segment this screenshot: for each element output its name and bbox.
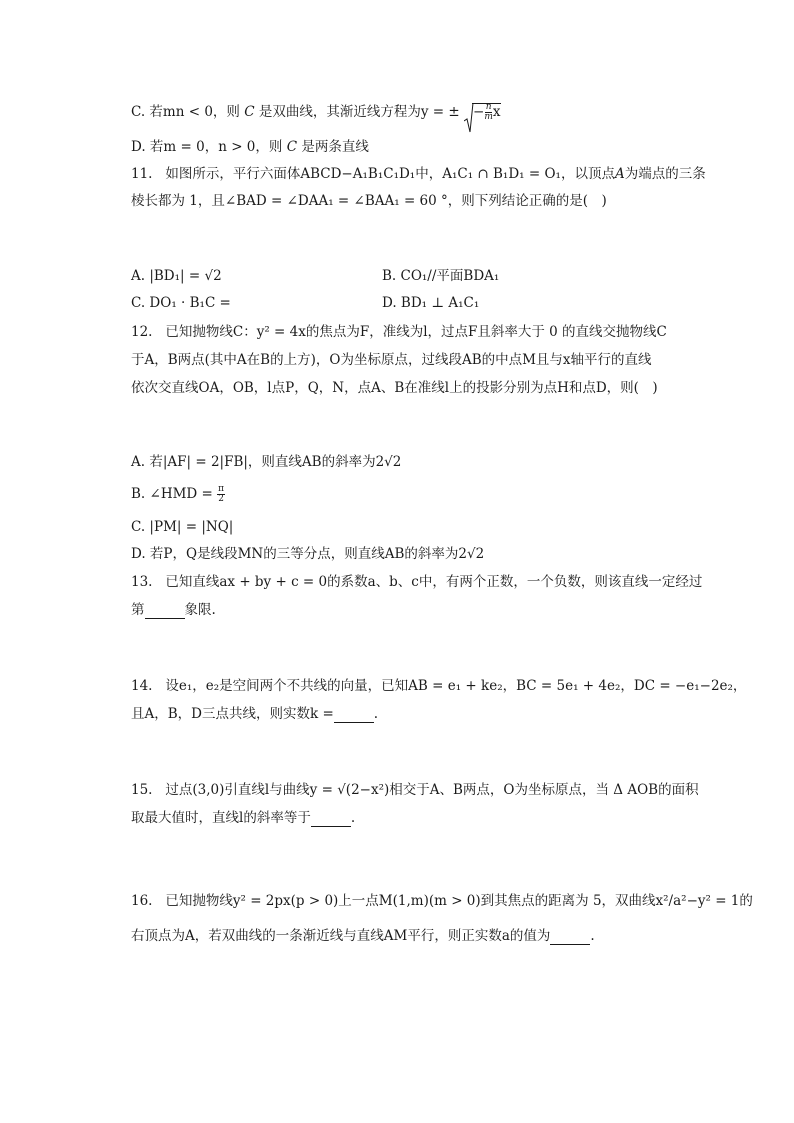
q12-text-2: 于A，B两点(其中A在B的上方)，O为坐标原点，过线段AB的中点M且与x轴平行的直线: [131, 352, 652, 368]
q11-option-a[interactable]: A. |BD₁| = √2: [131, 268, 222, 284]
q10-option-d[interactable]: [131, 138, 369, 156]
q16-number: 16.: [131, 893, 153, 909]
q12-line-3: [131, 379, 658, 397]
q12-line-2: [131, 351, 652, 369]
q11-number: 11.: [131, 166, 153, 182]
q11-var-a: A: [614, 166, 625, 182]
q10-option-c-text: C. 若mn < 0，则: [131, 104, 240, 120]
q14-line-2: [131, 705, 378, 723]
q14-text-2-end: .: [373, 706, 379, 722]
q15-number: 15.: [131, 782, 153, 798]
q12-number: 12.: [131, 324, 153, 340]
q15-line-1: [131, 781, 699, 799]
q16-text-2-end: .: [590, 928, 595, 944]
q11-line-1: [131, 165, 706, 183]
q14-text-2: 且A，B，D三点共线，则实数k =: [131, 706, 334, 722]
answer-blank[interactable]: [145, 604, 185, 619]
q13-text-2b: 象限.: [184, 602, 216, 618]
q10-option-c-var: C: [244, 104, 255, 120]
answer-blank[interactable]: [334, 708, 374, 723]
answer-blank[interactable]: [550, 930, 590, 945]
sqrt-neg-n-over-m: − $\frac{n}{m}$ x: [464, 103, 501, 122]
q12-option-a-text: A. 若|AF| = 2|FB|，则直线AB的斜率为2√2: [131, 454, 402, 470]
q11-line-2: [131, 192, 607, 210]
q12-option-b[interactable]: [131, 485, 225, 504]
q13-line-2: [131, 601, 216, 619]
q14-number: 14.: [131, 678, 153, 694]
fraction-numerator: π: [218, 484, 225, 494]
q10-option-d-var: C: [286, 139, 298, 155]
q10-option-c[interactable]: [131, 103, 501, 122]
q12-line-1: [131, 323, 667, 341]
q13-text-1: 已知直线ax + by + c = 0的系数a、b、c中，有两个正数，一个负数，则该直线一定经过: [165, 574, 703, 590]
q13-text-2a: 第: [131, 602, 145, 618]
q15-text-1: 过点(3,0)引直线l与曲线y = √(2−x²)相交于A、B两点，O为坐标原点，当 Δ AOB的面积: [165, 782, 699, 798]
q16-line-1: [131, 892, 753, 910]
q14-text-1: 设e₁，e₂是空间两个不共线的向量，已知AB = e₁ + ke₂，BC = 5e₁ + 4e₂，DC = −e₁−2e₂，: [165, 678, 747, 694]
q11-option-c[interactable]: C. DO₁ · B₁C =: [131, 295, 231, 311]
q16-line-2: [131, 927, 595, 945]
q15-text-2: 取最大值时，直线l的斜率等于: [131, 810, 311, 826]
q12-option-b-text: B. ∠HMD =: [131, 486, 213, 502]
fraction-denominator: 2: [218, 494, 224, 504]
answer-blank[interactable]: [311, 812, 351, 827]
q10-option-d-end: 是两条直线: [301, 139, 369, 155]
q11-text-1-end: 为端点的三条: [624, 166, 706, 182]
q12-text-1: 已知抛物线C：y² = 4x的焦点为F，准线为l，过点F且斜率大于 0 的直线交抛物线C: [165, 324, 667, 340]
q15-line-2: [131, 809, 355, 827]
q10-option-c-mid: 是双曲线，其渐近线方程为y = ±: [258, 104, 460, 120]
pi-over-2-fraction: [217, 485, 225, 504]
q12-option-a[interactable]: [131, 453, 401, 471]
q13-number: 13.: [131, 574, 153, 590]
q11-options-row-2: [131, 294, 480, 312]
q11-text-2: 棱长都为 1，且∠BAD = ∠DAA₁ = ∠BAA₁ = 60 °，则下列结论正确的是( ): [131, 193, 607, 209]
q16-text-2: 右顶点为A，若双曲线的一条渐近线与直线AM平行，则正实数a的值为: [131, 928, 551, 944]
q13-line-1: [131, 573, 702, 591]
q12-option-d[interactable]: [131, 545, 484, 563]
q12-option-d-text: D. 若P，Q是线段MN的三等分点，则直线AB的斜率为2√2: [131, 546, 485, 562]
q11-option-b[interactable]: B. CO₁//平面BDA₁: [382, 268, 500, 284]
q12-text-3: 依次交直线OA，OB，l点P，Q，N，点A、B在准线l上的投影分别为点H和点D，则( ): [131, 380, 658, 396]
q14-line-1: [131, 677, 746, 695]
q12-option-c[interactable]: [131, 518, 233, 536]
q16-text-1: 已知抛物线y² = 2px(p > 0)上一点M(1,m)(m > 0)到其焦点的距离为 5，双曲线x²/a²−y² = 1的: [165, 893, 753, 909]
q11-options-row-1: [131, 267, 500, 285]
q11-option-d[interactable]: D. BD₁ ⊥ A₁C₁: [382, 295, 480, 311]
q10-option-d-text: D. 若m = 0，n > 0，则: [131, 139, 283, 155]
q15-text-2-end: .: [350, 810, 356, 826]
q11-text-1: 如图所示，平行六面体ABCD−A₁B₁C₁D₁中，A₁C₁ ∩ B₁D₁ = O₁，以顶点: [165, 166, 615, 182]
q12-option-c-text: C. |PM| = |NQ|: [131, 519, 234, 535]
